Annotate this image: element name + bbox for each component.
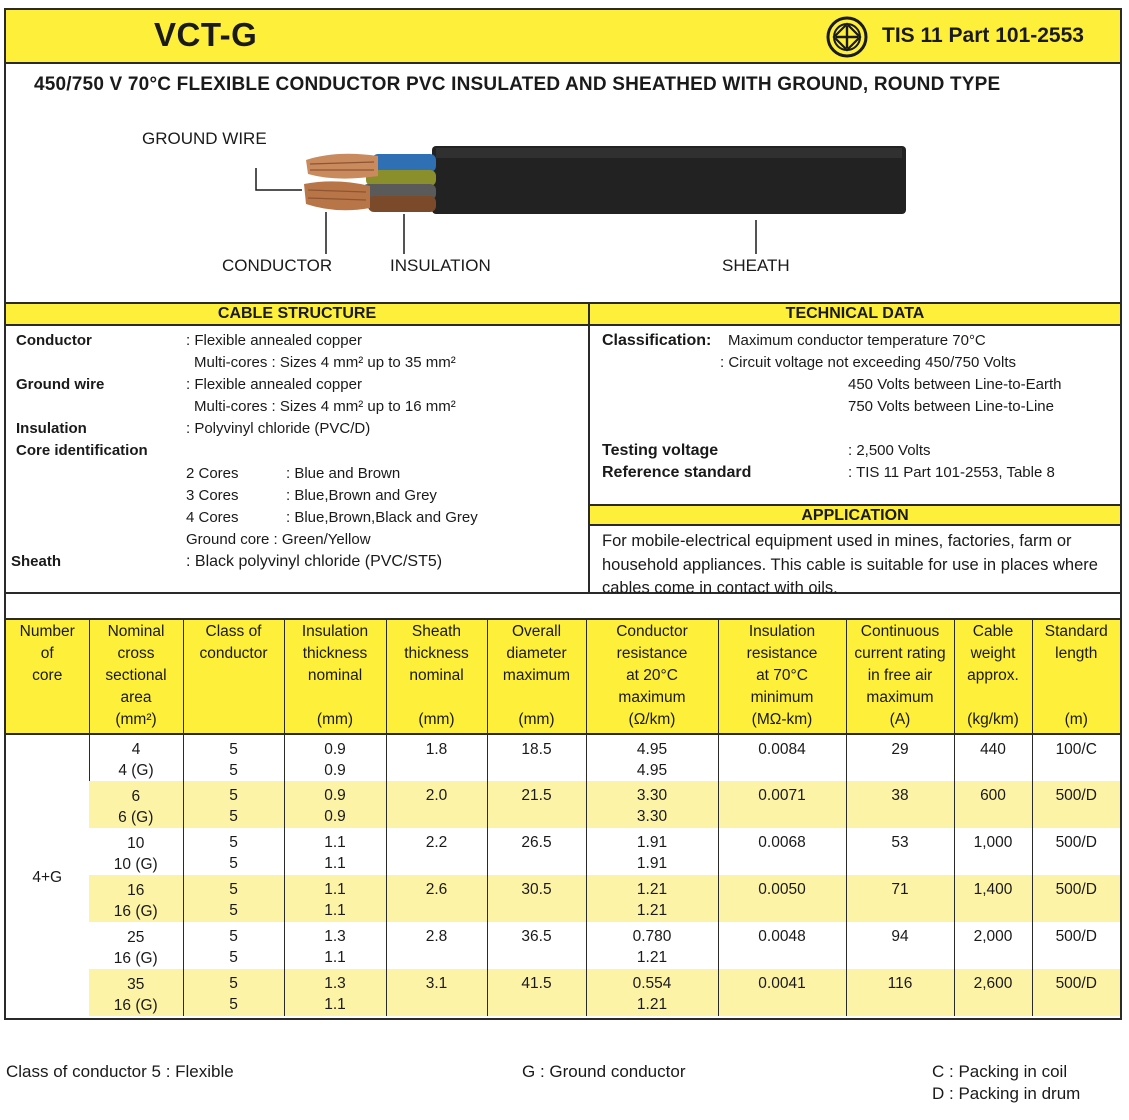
class-cell bbox=[183, 828, 284, 875]
table-row bbox=[6, 781, 1120, 828]
resistance-cell bbox=[586, 828, 718, 875]
cell-value: 0.554 bbox=[632, 975, 672, 992]
cell-value: 3.30 bbox=[636, 808, 668, 825]
cell-value: 6 bbox=[131, 787, 141, 805]
cell-value: 1.91 bbox=[636, 834, 668, 851]
cell-value: 4 (G) bbox=[118, 762, 154, 779]
cell-value: 500/D bbox=[1055, 928, 1097, 945]
insulation-cell bbox=[284, 781, 386, 828]
header-line: Continuous bbox=[860, 623, 940, 640]
header-line: length bbox=[1055, 645, 1098, 662]
header-line: thickness bbox=[404, 645, 469, 662]
cell-value: 500/D bbox=[1055, 975, 1097, 992]
cell-value: 0.0048 bbox=[758, 928, 806, 945]
header-line: (m) bbox=[1064, 711, 1088, 728]
diameter-cell bbox=[487, 781, 586, 828]
application-heading: APPLICATION bbox=[590, 504, 1120, 526]
header-insulation-resistance bbox=[718, 620, 846, 734]
core-4-colors: : Blue,Brown,Black and Grey bbox=[286, 509, 478, 526]
header-line: maximum bbox=[502, 667, 571, 684]
class-cell bbox=[183, 781, 284, 828]
table-row bbox=[6, 734, 1120, 781]
sheath-cell bbox=[386, 969, 487, 1016]
header-line bbox=[285, 687, 386, 709]
class-cell bbox=[183, 922, 284, 969]
header-line: at 20°C bbox=[626, 667, 678, 684]
packing-drum-note: D : Packing in drum bbox=[932, 1084, 1081, 1103]
header-line: Insulation bbox=[301, 623, 369, 640]
diameter-cell bbox=[487, 734, 586, 781]
insulation-resistance-cell bbox=[718, 922, 846, 969]
current-cell bbox=[846, 781, 954, 828]
header-line: thickness bbox=[302, 645, 368, 662]
cell-value: 5 bbox=[229, 902, 238, 919]
conductor-label: CONDUCTOR bbox=[222, 256, 333, 275]
header-line: conductor bbox=[199, 645, 268, 662]
table-row bbox=[6, 828, 1120, 875]
header-line: Sheath bbox=[411, 623, 462, 640]
cell-value: 1.21 bbox=[636, 949, 668, 966]
insulation-resistance-cell bbox=[718, 781, 846, 828]
header-line: approx. bbox=[967, 667, 1019, 684]
cell-value: 53 bbox=[891, 834, 909, 851]
core-3-name: 3 Cores bbox=[186, 487, 239, 504]
header-standard-length bbox=[1032, 620, 1120, 734]
length-cell bbox=[1032, 875, 1120, 922]
area-cell bbox=[89, 734, 183, 781]
cell-value: 16 (G) bbox=[113, 996, 158, 1014]
cell-value: 5 bbox=[229, 928, 238, 945]
header-line: nominal bbox=[307, 667, 363, 684]
cell-value: 94 bbox=[891, 928, 909, 945]
header-line: weight bbox=[970, 645, 1016, 662]
panel-divider bbox=[588, 304, 590, 594]
cell-value: 2.0 bbox=[425, 787, 448, 804]
core-4-name: 4 Cores bbox=[186, 509, 239, 526]
header-nominal-area bbox=[89, 620, 183, 734]
length-cell bbox=[1032, 781, 1120, 828]
cell-value: 0.780 bbox=[632, 928, 672, 945]
core-group-cell bbox=[6, 734, 89, 1016]
cell-value: 500/D bbox=[1055, 834, 1097, 851]
cell-value: 500/D bbox=[1055, 787, 1097, 804]
sheath-cell bbox=[386, 875, 487, 922]
cell-value: 1.8 bbox=[425, 741, 448, 758]
cell-value: 6 (G) bbox=[118, 808, 154, 826]
insulation-resistance-cell bbox=[718, 969, 846, 1016]
copper-strands-upper bbox=[306, 154, 378, 179]
header-line: Conductor bbox=[616, 623, 688, 640]
current-cell bbox=[846, 969, 954, 1016]
header-conductor-resistance bbox=[586, 620, 718, 734]
header-line: nominal bbox=[409, 667, 464, 684]
cell-value: 1.1 bbox=[324, 949, 346, 966]
cell-value: 35 bbox=[127, 975, 145, 993]
datasheet bbox=[4, 8, 1122, 1020]
ground-conductor-note: G : Ground conductor bbox=[522, 1062, 686, 1081]
header-line: Insulation bbox=[748, 623, 816, 640]
header-cable-weight bbox=[954, 620, 1032, 734]
header-overall-diameter bbox=[487, 620, 586, 734]
header-line bbox=[955, 687, 1032, 709]
reference-standard-label: Reference standard bbox=[602, 464, 752, 481]
header-line: maximum bbox=[866, 689, 934, 706]
specification-table bbox=[6, 620, 1120, 1016]
classification-value: Maximum conductor temperature 70°C bbox=[728, 332, 986, 349]
header-line bbox=[184, 687, 284, 709]
cell-value: 1.3 bbox=[324, 975, 346, 992]
header-number-of-core bbox=[6, 620, 89, 734]
header-line: area bbox=[120, 689, 152, 706]
cell-value: 16 (G) bbox=[113, 902, 158, 920]
conductor-multicore: Multi-cores : Sizes 4 mm² up to 35 mm² bbox=[194, 354, 456, 371]
header-line: sectional bbox=[105, 667, 167, 684]
cell-value: 3.1 bbox=[425, 975, 448, 992]
area-cell bbox=[89, 781, 183, 828]
cell-value: 1.1 bbox=[324, 902, 346, 919]
header-line: core bbox=[32, 667, 63, 684]
insulation-cell bbox=[284, 734, 386, 781]
header-line bbox=[184, 709, 284, 731]
cell-value: 0.0041 bbox=[758, 975, 806, 992]
header-line: (MΩ-km) bbox=[751, 711, 813, 728]
header-current-rating bbox=[846, 620, 954, 734]
cell-value: 71 bbox=[891, 881, 909, 898]
testing-voltage-value: : 2,500 Volts bbox=[848, 442, 931, 459]
cell-value: 2,000 bbox=[973, 928, 1013, 945]
header-line: Cable bbox=[972, 623, 1014, 640]
core-3-colors: : Blue,Brown and Grey bbox=[286, 487, 437, 504]
ground-wire-label: Ground wire bbox=[16, 376, 105, 393]
cell-value: 5 bbox=[229, 787, 238, 804]
header-line: Nominal bbox=[107, 623, 165, 640]
header-line: (Ω/km) bbox=[628, 711, 676, 728]
sheath-label: Sheath bbox=[11, 553, 62, 570]
length-cell bbox=[1032, 828, 1120, 875]
header-line: Class of bbox=[205, 623, 262, 640]
brown-core bbox=[368, 196, 436, 212]
header-line bbox=[488, 687, 586, 709]
cell-value: 4.95 bbox=[636, 741, 668, 758]
cell-value: 5 bbox=[229, 834, 238, 851]
sheath-cell bbox=[386, 828, 487, 875]
resistance-cell bbox=[586, 969, 718, 1016]
weight-cell bbox=[954, 781, 1032, 828]
class-cell bbox=[183, 875, 284, 922]
header-line: Standard bbox=[1044, 623, 1108, 640]
header-line bbox=[184, 665, 284, 687]
insulation-value: : Polyvinyl chloride (PVC/D) bbox=[186, 420, 371, 437]
cell-value: 1,000 bbox=[973, 834, 1013, 851]
weight-cell bbox=[954, 922, 1032, 969]
header-line: diameter bbox=[506, 645, 567, 662]
header-line bbox=[6, 709, 89, 731]
insulation-label: Insulation bbox=[16, 420, 87, 437]
current-cell bbox=[846, 734, 954, 781]
cell-value: 10 bbox=[127, 834, 145, 852]
cable-diagram bbox=[6, 64, 1120, 304]
cell-value: 5 bbox=[229, 949, 238, 966]
header-line: (A) bbox=[889, 711, 911, 728]
header-line: resistance bbox=[746, 645, 818, 662]
header-line: minimum bbox=[750, 689, 814, 706]
insulation-label: INSULATION bbox=[390, 256, 491, 275]
resistance-cell bbox=[586, 781, 718, 828]
cell-value: 2,600 bbox=[973, 975, 1013, 992]
cable-structure-heading: CABLE STRUCTURE bbox=[6, 304, 588, 326]
line-to-line: 750 Volts between Line-to-Line bbox=[848, 398, 1054, 415]
cell-value: 1.21 bbox=[636, 902, 668, 919]
cell-value: 4 bbox=[131, 741, 141, 758]
description-panel bbox=[6, 64, 1120, 304]
resistance-cell bbox=[586, 875, 718, 922]
classification-label: Classification: bbox=[602, 332, 712, 349]
cell-value: 1.1 bbox=[324, 834, 346, 851]
cell-value: 5 bbox=[229, 975, 238, 992]
cell-value: 1.21 bbox=[636, 996, 668, 1013]
length-cell bbox=[1032, 922, 1120, 969]
circuit-voltage: : Circuit voltage not exceeding 450/750 Volts bbox=[720, 354, 1017, 371]
product-subtitle: 450/750 V 70°C FLEXIBLE CONDUCTOR PVC INSULATED AND SHEATHED WITH GROUND, ROUND TYPE bbox=[34, 74, 1001, 95]
cell-value: 100/C bbox=[1055, 741, 1097, 758]
insulation-cell bbox=[284, 922, 386, 969]
cell-value: 116 bbox=[887, 975, 913, 992]
header-insulation-thickness bbox=[284, 620, 386, 734]
application-text: For mobile-electrical equipment used in mines, factories, farm or household appliances. This cable is suitable for use in places where cables come in contact with oils. bbox=[602, 532, 1098, 597]
sheath-cell bbox=[386, 781, 487, 828]
cell-value: 25 bbox=[127, 928, 145, 946]
header-class-of-conductor bbox=[183, 620, 284, 734]
cell-value: 4.95 bbox=[636, 762, 668, 779]
cell-value: 16 (G) bbox=[113, 949, 158, 967]
cell-value: 26.5 bbox=[521, 834, 552, 851]
header-line: cross bbox=[117, 645, 155, 662]
header-line bbox=[1033, 687, 1121, 709]
table-row bbox=[6, 875, 1120, 922]
current-cell bbox=[846, 828, 954, 875]
insulation-resistance-cell bbox=[718, 734, 846, 781]
cell-value: 30.5 bbox=[521, 881, 552, 898]
cell-value: 0.9 bbox=[324, 762, 346, 779]
header-line: maximum bbox=[618, 689, 686, 706]
cell-value: 41.5 bbox=[521, 975, 552, 992]
ground-wire-value: : Flexible annealed copper bbox=[186, 376, 362, 393]
cell-value: 1.1 bbox=[324, 881, 346, 898]
weight-cell bbox=[954, 734, 1032, 781]
header-line bbox=[387, 687, 487, 709]
product-title: VCT-G bbox=[154, 16, 258, 53]
header-line bbox=[6, 687, 89, 709]
resistance-cell bbox=[586, 922, 718, 969]
class-cell bbox=[183, 969, 284, 1016]
header-line: Overall bbox=[511, 623, 562, 640]
standard-reference: TIS 11 Part 101-2553 bbox=[882, 24, 1084, 47]
area-cell bbox=[89, 969, 183, 1016]
cell-value: 2.6 bbox=[425, 881, 448, 898]
insulation-cell bbox=[284, 875, 386, 922]
header-line: (mm) bbox=[518, 711, 555, 728]
core-identification-label: Core identification bbox=[16, 442, 148, 459]
cell-value: 5 bbox=[229, 741, 238, 758]
cell-value: 0.9 bbox=[324, 808, 346, 825]
cell-value: 3.30 bbox=[636, 787, 668, 804]
weight-cell bbox=[954, 969, 1032, 1016]
cell-value: 29 bbox=[891, 741, 909, 758]
ground-wire-leader bbox=[256, 168, 302, 190]
area-cell bbox=[89, 828, 183, 875]
table-row bbox=[6, 969, 1120, 1016]
length-cell bbox=[1032, 734, 1120, 781]
cell-value: 2.2 bbox=[425, 834, 448, 851]
header-band bbox=[6, 10, 1120, 64]
reference-standard-value: : TIS 11 Part 101-2553, Table 8 bbox=[848, 464, 1055, 481]
table-row bbox=[6, 922, 1120, 969]
diameter-cell bbox=[487, 875, 586, 922]
tisi-mark-icon bbox=[826, 16, 868, 58]
header-line: (mm) bbox=[418, 711, 455, 728]
cell-value: 5 bbox=[229, 855, 238, 872]
header-line: (mm²) bbox=[115, 711, 157, 728]
sheath-value: : Black polyvinyl chloride (PVC/ST5) bbox=[186, 553, 443, 570]
structure-technical-panel bbox=[6, 304, 1120, 597]
weight-cell bbox=[954, 875, 1032, 922]
ground-wire-label: GROUND WIRE bbox=[142, 129, 267, 148]
cell-value: 38 bbox=[891, 787, 909, 804]
copper-strands-lower bbox=[304, 181, 370, 210]
cell-value: 5 bbox=[229, 996, 238, 1013]
cell-value: 500/D bbox=[1055, 881, 1097, 898]
cell-value: 600 bbox=[980, 787, 1006, 804]
core-2-name: 2 Cores bbox=[186, 465, 239, 482]
insulation-resistance-cell bbox=[718, 875, 846, 922]
current-cell bbox=[846, 875, 954, 922]
insulation-cell bbox=[284, 828, 386, 875]
line-to-earth: 450 Volts between Line-to-Earth bbox=[848, 376, 1062, 393]
sheath-highlight bbox=[436, 148, 902, 158]
blue-core bbox=[372, 154, 436, 172]
header-line: resistance bbox=[616, 645, 688, 662]
cell-value: 0.0050 bbox=[758, 881, 806, 898]
cell-value: 1.1 bbox=[324, 996, 346, 1013]
sheath-cell bbox=[386, 922, 487, 969]
table-header-row bbox=[6, 620, 1120, 734]
cell-value: 440 bbox=[980, 741, 1006, 758]
ground-wire-multicore: Multi-cores : Sizes 4 mm² up to 16 mm² bbox=[194, 398, 456, 415]
cell-value: 0.0084 bbox=[758, 741, 806, 758]
spacer-row bbox=[6, 594, 1120, 620]
cell-value: 16 bbox=[127, 881, 145, 899]
cell-value: 5 bbox=[229, 808, 238, 825]
diameter-cell bbox=[487, 969, 586, 1016]
conductor-label: Conductor bbox=[16, 332, 92, 349]
header-line: (mm) bbox=[316, 711, 354, 728]
header-line: Number bbox=[19, 623, 75, 640]
cell-value: 10 (G) bbox=[113, 855, 158, 873]
class-cell bbox=[183, 734, 284, 781]
table-body bbox=[6, 734, 1120, 1016]
packing-coil-note: C : Packing in coil bbox=[932, 1062, 1068, 1081]
cell-value: 18.5 bbox=[521, 741, 552, 758]
area-cell bbox=[89, 922, 183, 969]
cell-value: 1,400 bbox=[973, 881, 1013, 898]
sheath-label: SHEATH bbox=[722, 256, 790, 275]
testing-voltage-label: Testing voltage bbox=[602, 442, 719, 459]
cell-value: 1.3 bbox=[324, 928, 346, 945]
diameter-cell bbox=[487, 828, 586, 875]
class-of-conductor-note: Class of conductor 5 : Flexible bbox=[6, 1062, 234, 1081]
cell-value: 0.9 bbox=[324, 741, 346, 758]
header-line: of bbox=[40, 645, 54, 662]
core-2-colors: : Blue and Brown bbox=[286, 465, 401, 482]
cell-value: 2.8 bbox=[425, 928, 448, 945]
weight-cell bbox=[954, 828, 1032, 875]
diameter-cell bbox=[487, 922, 586, 969]
header-sheath-thickness bbox=[386, 620, 487, 734]
insulation-resistance-cell bbox=[718, 828, 846, 875]
header-line: in free air bbox=[867, 667, 933, 684]
technical-data-heading: TECHNICAL DATA bbox=[590, 304, 1120, 326]
cell-value: 0.0071 bbox=[758, 787, 806, 804]
cell-value: 4+G bbox=[32, 869, 63, 886]
ground-core-color: Ground core : Green/Yellow bbox=[186, 531, 371, 548]
length-cell bbox=[1032, 969, 1120, 1016]
cell-value: 0.9 bbox=[324, 787, 346, 804]
cell-value: 21.5 bbox=[521, 787, 552, 804]
cell-value: 1.21 bbox=[636, 881, 668, 898]
header-line: at 70°C bbox=[756, 667, 808, 684]
header-line bbox=[1033, 665, 1121, 687]
sheath-cell bbox=[386, 734, 487, 781]
area-cell bbox=[89, 875, 183, 922]
resistance-cell bbox=[586, 734, 718, 781]
current-cell bbox=[846, 922, 954, 969]
header-line: current rating bbox=[854, 645, 946, 662]
cell-value: 36.5 bbox=[521, 928, 552, 945]
conductor-value: : Flexible annealed copper bbox=[186, 332, 362, 349]
cell-value: 1.1 bbox=[324, 855, 346, 872]
header-line: (kg/km) bbox=[967, 711, 1019, 728]
cell-value: 1.91 bbox=[636, 855, 668, 872]
cell-value: 5 bbox=[229, 881, 238, 898]
insulation-cell bbox=[284, 969, 386, 1016]
cell-value: 0.0068 bbox=[758, 834, 806, 851]
cell-value: 5 bbox=[229, 762, 238, 779]
